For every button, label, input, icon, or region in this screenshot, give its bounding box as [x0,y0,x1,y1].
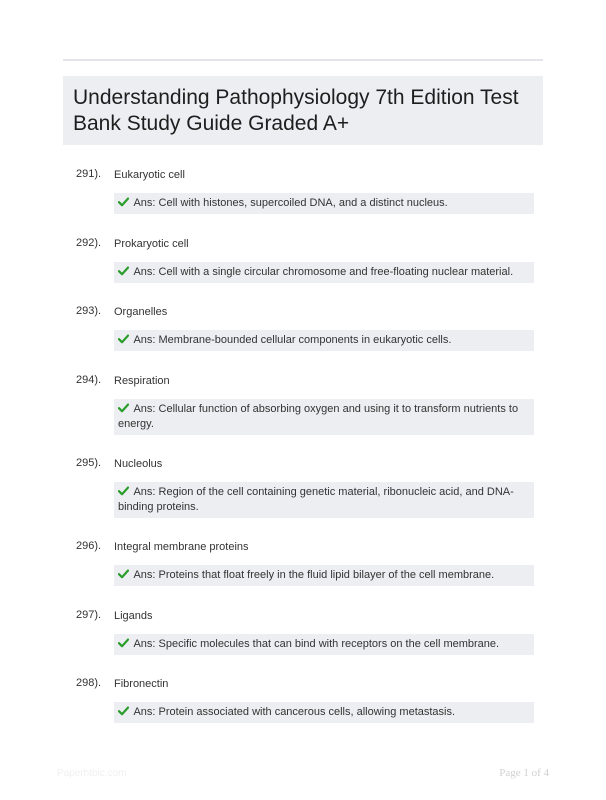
answer-box [114,262,534,283]
check-icon [118,266,131,276]
question-number: 291). [76,168,102,180]
question-term: Ligands [114,610,153,622]
answer-box [114,193,534,214]
answer-box [114,634,534,655]
question-term: Respiration [114,375,170,387]
footer-watermark: Paperhtbic.com [57,768,127,779]
answer-box [114,702,534,723]
answer-box [114,565,534,586]
answer-text: Ans: Cell with a single circular chromosome and free-floating nuclear material. [133,266,514,278]
title-banner [63,76,543,145]
question-number: 293). [76,305,102,317]
question-number: 296). [76,540,102,552]
answer-text: Ans: Cellular function of absorbing oxygen and using it to transform nutrients to energy. [118,403,519,430]
answer-text: Ans: Region of the cell containing genetic material, ribonucleic acid, and DNA-binding proteins. [118,486,514,513]
check-icon [118,638,131,648]
question-number: 298). [76,677,102,689]
question-term: Prokaryotic cell [114,238,189,250]
check-icon [118,334,131,344]
answer-box [114,399,534,435]
answer-text: Ans: Proteins that float freely in the fluid lipid bilayer of the cell membrane. [133,569,495,581]
question-term: Integral membrane proteins [114,541,249,553]
check-icon [118,569,131,579]
answer-box [114,330,534,351]
question-number: 295). [76,457,102,469]
check-icon [118,486,131,496]
question-term: Nucleolus [114,458,163,470]
answer-text: Ans: Specific molecules that can bind with receptors on the cell membrane. [133,638,500,650]
question-number: 294). [76,374,102,386]
top-divider [63,59,543,61]
check-icon [118,403,131,413]
answer-text: Ans: Cell with histones, supercoiled DNA, and a distinct nucleus. [133,197,448,209]
answer-text: Ans: Protein associated with cancerous cells, allowing metastasis. [133,706,456,718]
page-indicator: Page 1 of 4 [499,767,549,779]
answer-text: Ans: Membrane-bounded cellular components in eukaryotic cells. [133,334,452,346]
answer-box [114,482,534,518]
question-term: Fibronectin [114,678,169,690]
check-icon [118,197,131,207]
question-number: 292). [76,237,102,249]
question-term: Organelles [114,306,168,318]
check-icon [118,706,131,716]
document-title: Understanding Pathophysiology 7th Edition Test Bank Study Guide Graded A+ [73,86,519,135]
question-term: Eukaryotic cell [114,169,185,181]
question-number: 297). [76,609,102,621]
